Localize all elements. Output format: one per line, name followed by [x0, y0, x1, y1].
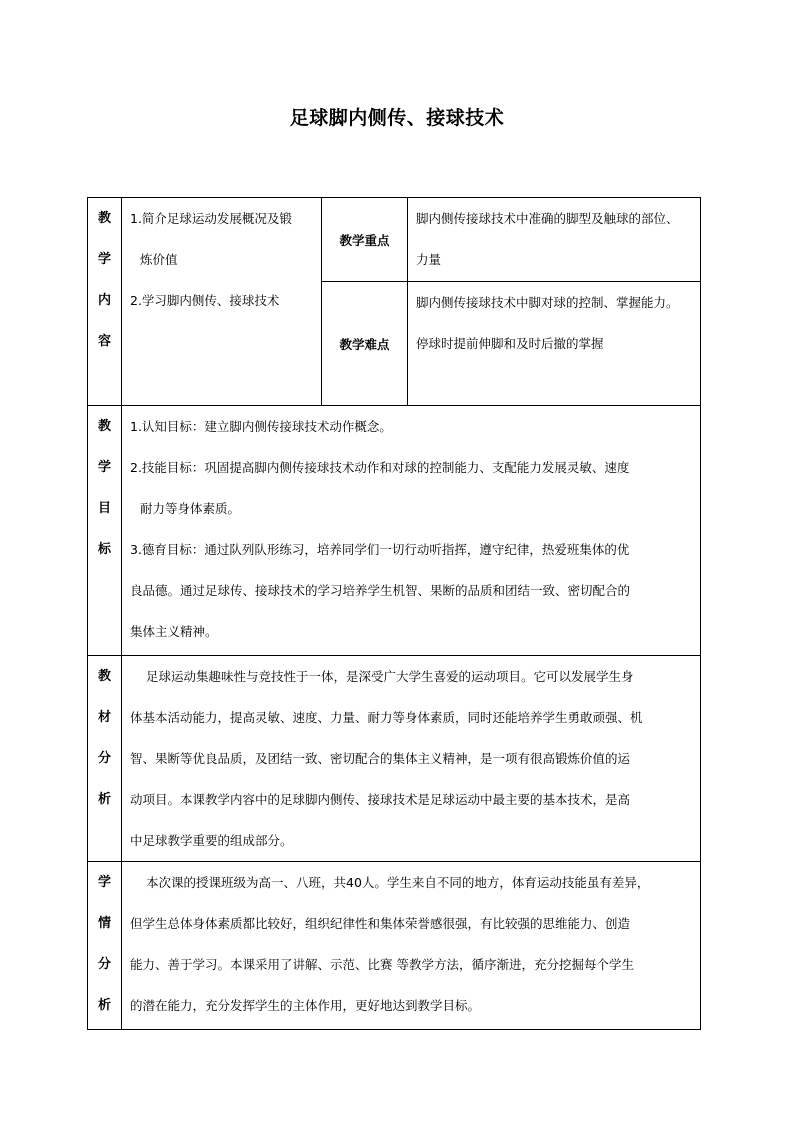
difficulty-label: 教学难点 — [322, 282, 408, 406]
goals-label-char: 教 — [97, 419, 111, 434]
students-label-char: 学 — [97, 875, 111, 890]
content-row-top — [88, 198, 701, 282]
goal-line: 2.技能目标：巩固提高脚内侧传接球技术动作和对球的控制能力、支配能力发展灵敏、速度 — [130, 460, 630, 475]
content-label — [88, 198, 122, 406]
lesson-plan-table — [87, 197, 701, 1030]
goal-line: 耐力等身体素质。 — [140, 501, 241, 516]
key-point-line: 脚内侧传接球技术中准确的脚型及触球的部位、 — [416, 211, 679, 226]
content-items-cell — [122, 198, 322, 406]
content-item: 2.学习脚内侧传、接球技术 — [130, 293, 280, 308]
key-point-line: 力量 — [416, 252, 442, 267]
material-line: 足球运动集趣味性与竞技性于一体，是深受广大学生喜爱的运动项目。它可以发展学生身 — [146, 669, 634, 684]
material-line: 动项目。本课教学内容中的足球脚内侧传、接球技术是足球运动中最主要的基本技术，是高 — [130, 792, 631, 807]
material-label-char: 分 — [97, 751, 111, 766]
goals-label-char: 目 — [97, 501, 111, 516]
goals-label-char: 标 — [97, 542, 111, 557]
material-label-char: 教 — [97, 669, 111, 684]
material-line: 体基本活动能力，提高灵敏、速度、力量、耐力等身体素质，同时还能培养学生勇敢顽强、机 — [130, 710, 643, 725]
content-label-char: 内 — [97, 293, 111, 308]
students-cell — [122, 862, 701, 1030]
students-line: 的潜在能力，充分发挥学生的主体作用，更好地达到教学目标。 — [130, 998, 481, 1013]
content-item: 1.简介足球运动发展概况及锻 — [130, 211, 292, 226]
material-row — [88, 656, 701, 862]
goals-label-char: 学 — [97, 460, 111, 475]
content-item: 炼价值 — [140, 252, 178, 267]
material-label-char: 材 — [97, 710, 111, 725]
content-label-char: 教 — [97, 211, 111, 226]
students-line: 但学生总体身体素质都比较好，组织纪律性和集体荣誉感很强，有比较强的思维能力、创造 — [130, 916, 631, 931]
goal-line: 集体主义精神。 — [130, 624, 218, 639]
material-line: 中足球教学重要的组成部分。 — [130, 833, 293, 848]
material-label-char: 析 — [97, 792, 111, 807]
difficulty-cell — [408, 282, 701, 406]
key-point-cell — [408, 198, 701, 282]
goal-line: 3.德育目标：通过队列队形练习，培养同学们一切行动听指挥，遵守纪律，热爱班集体的优 — [130, 542, 630, 557]
goals-label — [88, 406, 122, 656]
students-label-char: 情 — [97, 916, 111, 931]
page-title: 足球脚内侧传、接球技术 — [289, 107, 505, 129]
students-label-char: 析 — [97, 998, 111, 1013]
material-label — [88, 656, 122, 862]
students-row — [88, 862, 701, 1030]
students-line: 能力、善于学习。本课采用了讲解、示范、比赛 等教学方法，循序渐进，充分挖掘每个学生 — [130, 957, 634, 972]
students-label — [88, 862, 122, 1030]
content-label-char: 学 — [97, 252, 111, 267]
goal-line: 1.认知目标：建立脚内侧传接球技术动作概念。 — [130, 419, 392, 434]
material-line: 智、果断等优良品质，及团结一致、密切配合的集体主义精神，是一项有很高锻炼价值的运 — [130, 751, 631, 766]
students-label-char: 分 — [97, 957, 111, 972]
goals-row — [88, 406, 701, 656]
material-cell — [122, 656, 701, 862]
goals-cell — [122, 406, 701, 656]
key-point-label: 教学重点 — [322, 198, 408, 282]
goal-line: 良品德。通过足球传、接球技术的学习培养学生机智、果断的品质和团结一致、密切配合的 — [130, 583, 631, 598]
difficulty-line: 脚内侧传接球技术中脚对球的控制、掌握能力。 — [416, 295, 679, 310]
difficulty-line: 停球时提前伸脚和及时后撤的掌握 — [416, 336, 604, 351]
content-label-char: 容 — [97, 334, 111, 349]
students-line: 本次课的授课班级为高一、八班，共40人。学生来自不同的地方，体育运动技能虽有差异， — [146, 875, 650, 890]
